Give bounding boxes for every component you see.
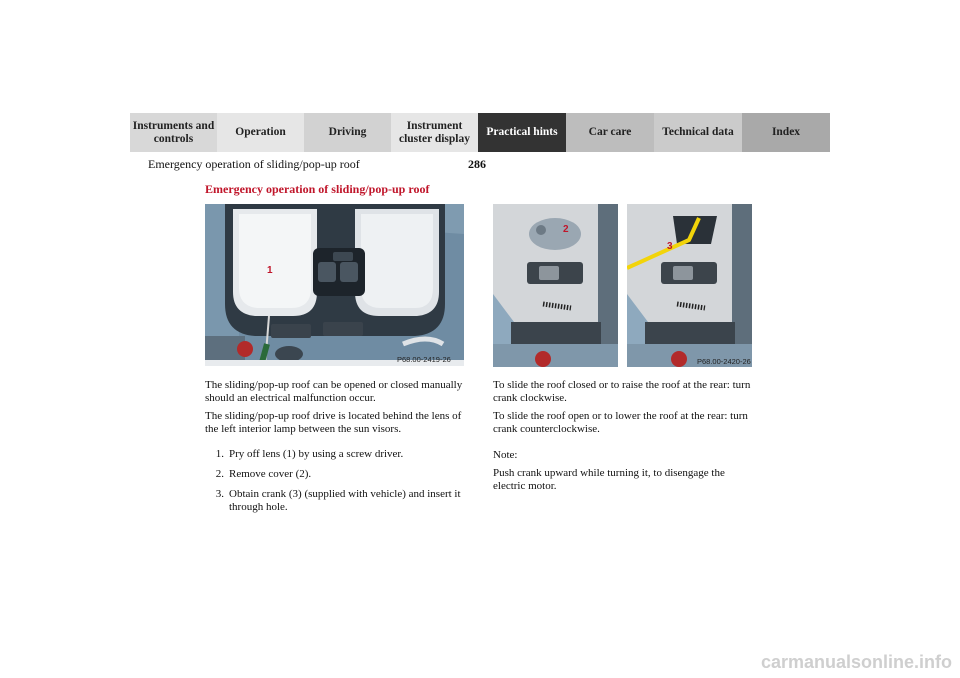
tab-instruments-and-controls[interactable]: Instruments and controls xyxy=(130,113,217,152)
watermark: carmanualsonline.info xyxy=(760,652,952,672)
callout-3: 3 xyxy=(667,241,673,252)
paragraph-intro: The sliding/pop-up roof can be opened or closed manually should an electrical malfunction occur. xyxy=(205,379,463,404)
steps-list xyxy=(205,448,475,521)
crank-illustration xyxy=(627,204,752,367)
tab-driving[interactable]: Driving xyxy=(304,113,391,152)
interior-lamp-illustration xyxy=(205,204,464,366)
figure-code-3: P68.00-2420-26 xyxy=(697,357,751,366)
page-number: 286 xyxy=(468,157,486,171)
tab-index[interactable]: Index xyxy=(742,113,830,152)
running-title: Emergency operation of sliding/pop-up roof xyxy=(148,157,360,171)
paragraph-location: The sliding/pop-up roof drive is located behind the lens of the left interior lamp between the sun visors. xyxy=(205,410,462,435)
paragraph-open: To slide the roof open or to lower the roof at the rear: turn crank counterclockwise. xyxy=(493,410,748,435)
figure-crank xyxy=(627,204,752,367)
tab-operation[interactable]: Operation xyxy=(217,113,304,152)
tab-technical-data[interactable]: Technical data xyxy=(654,113,742,152)
callout-2: 2 xyxy=(563,224,569,235)
list-item: 3. Obtain crank (3) (supplied with vehicle) and insert it through hole. xyxy=(215,488,461,513)
paragraph-close: To slide the roof closed or to raise the roof at the rear: turn crank clockwise. xyxy=(493,379,751,404)
section-heading: Emergency operation of sliding/pop-up roof xyxy=(205,182,430,196)
chapter-tabs xyxy=(130,113,830,152)
cover-illustration xyxy=(493,204,618,367)
tab-car-care[interactable]: Car care xyxy=(566,113,654,152)
note-label: Note: xyxy=(493,449,518,461)
tab-instrument-cluster-display[interactable]: Instrument cluster display xyxy=(391,113,478,152)
note-text: Push crank upward while turning it, to disengage the electric motor. xyxy=(493,467,725,492)
callout-1: 1 xyxy=(267,265,273,276)
list-item: 2. Remove cover (2). xyxy=(215,468,312,480)
tab-practical-hints[interactable]: Practical hints xyxy=(478,113,566,152)
list-item: 1. Pry off lens (1) by using a screw driver. xyxy=(215,448,404,460)
figure-code-1: P68.00-2419-26 xyxy=(397,355,451,364)
figure-interior-lamp xyxy=(205,204,464,366)
figure-cover xyxy=(493,204,618,367)
